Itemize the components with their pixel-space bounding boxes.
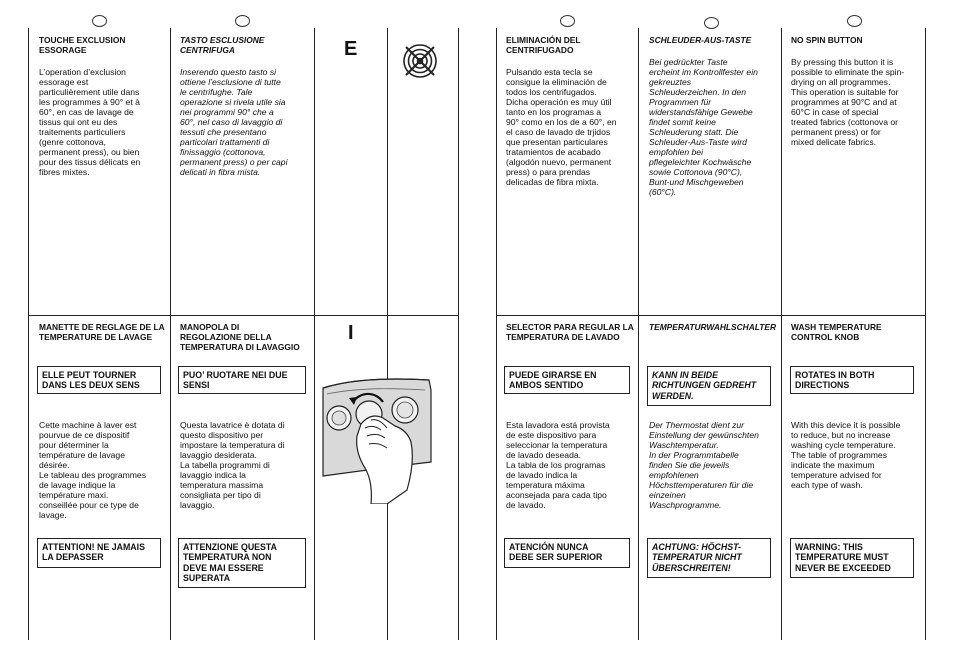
divider xyxy=(496,28,497,640)
en-no-spin-section xyxy=(791,35,921,147)
section-body: Esta lavadora está provista de este dispositivo para seleccionar la temperatura de lavado deseada. La tabla de los programas de lavado indica la temperatura máxima aconsejada para cada tipo de lavado. xyxy=(506,420,610,510)
es-temp-section xyxy=(506,322,636,342)
warning-box: ACHTUNG: HÖCHST- TEMPERATUR NICHT ÜBERSCHREITEN! xyxy=(647,538,771,578)
language-marker xyxy=(847,15,862,27)
section-heading: TEMPERATURWAHLSCHALTER xyxy=(649,322,777,332)
crossed-spiral-icon xyxy=(402,43,438,79)
es-no-spin-section xyxy=(506,35,634,187)
de-temp-section xyxy=(649,322,779,332)
divider xyxy=(170,28,171,640)
section-heading: TOUCHE EXCLUSION ESSORAGE xyxy=(39,35,126,55)
language-marker xyxy=(92,15,107,27)
divider xyxy=(925,28,926,640)
info-box: ELLE PEUT TOURNER DANS LES DEUX SENS xyxy=(37,366,161,394)
section-heading: TASTO ESCLUSIONE CENTRIFUGA xyxy=(180,35,265,55)
fr-no-spin-section xyxy=(39,35,167,177)
divider xyxy=(28,28,29,640)
language-marker xyxy=(704,17,719,29)
it-temp-section xyxy=(180,322,310,352)
section-heading: SCHLEUDER-AUS-TASTE xyxy=(649,35,752,45)
hand-turning-knob-illustration xyxy=(321,372,433,504)
section-body: By pressing this button it is possible to eliminate the spin- drying on all programmes. This operation is suitable for programmes at 90°C and at 60°C in case of special treated fabrics (cottonova or permanent press) or for mixed delicate fabrics. xyxy=(791,57,905,147)
language-marker xyxy=(235,15,250,27)
info-box: PUEDE GIRARSE EN AMBOS SENTIDO xyxy=(504,366,630,394)
de-no-spin-section xyxy=(649,35,779,197)
it-no-spin-section xyxy=(180,35,310,177)
section-heading: SELECTOR PARA REGULAR LA TEMPERATURA DE LAVADO xyxy=(506,322,634,342)
row-divider xyxy=(496,315,926,316)
section-body: Questa lavatrice è dotata di questo dispositivo per impostare la temperatura di lavaggio desiderata. La tabella programmi di lavaggio indica la temperatura massima consigliata per tipo di lavaggio. xyxy=(180,420,285,510)
section-letter-i: I xyxy=(348,322,354,344)
section-body: Der Thermostat dient zur Einstellung der gewünschten Waschtemperatur. In der Programmtabelle finden Sie die jeweils empfohlenen Höchsttemperaturen für die einzeinen Waschprogramme. xyxy=(649,420,759,510)
divider xyxy=(387,28,388,640)
row-divider xyxy=(28,315,458,316)
section-heading: ELIMINACIÓN DEL CENTRIFUGADO xyxy=(506,35,581,55)
section-body: Cette machine à laver est pourvue de ce dispositif pour déterminer la température de lavage désirée. Le tableau des programmes de lavage indique la température maxi. conseillée pour ce type de lavage. xyxy=(39,420,147,520)
section-heading: MANOPOLA DI REGOLAZIONE DELLA TEMPERATURA DI LAVAGGIO xyxy=(180,322,300,352)
warning-box: ATTENZIONE QUESTA TEMPERATURA NON DEVE MAI ESSERE SUPERATA xyxy=(178,538,306,588)
divider xyxy=(458,28,459,640)
section-heading: WASH TEMPERATURE CONTROL KNOB xyxy=(791,322,882,342)
section-body: Inserendo questo tasto si ottiene l’esclusione di tutte le centrifughe. Tale operazione si rivela utile sia nei programmi 90° che a 60°, nel caso di lavaggio di tessuti che presentano particolari trattamenti di finissaggio (cottonova, permanent press) o per capi delicati in fibra mista. xyxy=(180,67,288,177)
section-heading: MANETTE DE REGLAGE DE LA TEMPERATURE DE LAVAGE xyxy=(39,322,165,342)
info-box: ROTATES IN BOTH DIRECTIONS xyxy=(790,366,914,394)
section-letter-e: E xyxy=(344,38,358,60)
divider xyxy=(781,28,782,640)
divider xyxy=(638,28,639,640)
en-temp-section xyxy=(791,322,921,342)
language-marker xyxy=(560,15,575,27)
section-body: With this device it is possible to reduce, but no increase washing cycle temperature. The table of programmes indicate the maximum temperature advised for each type of wash. xyxy=(791,420,901,490)
warning-box: WARNING: THIS TEMPERATURE MUST NEVER BE EXCEEDED xyxy=(790,538,914,578)
divider xyxy=(314,28,315,640)
fr-temp-section xyxy=(39,322,167,342)
section-heading: NO SPIN BUTTON xyxy=(791,35,863,45)
info-box: KANN IN BEIDE RICHTUNGEN GEDREHT WERDEN. xyxy=(647,366,771,406)
warning-box: ATENCIÓN NUNCA DEBE SER SUPERIOR xyxy=(504,538,630,568)
warning-box: ATTENTION! NE JAMAIS LA DEPASSER xyxy=(37,538,161,568)
section-body: Pulsando esta tecla se consigue la eliminación de todos los centrifugados. Dicha operación es muy útil tanto en los programas a 90° como en los de a 60°, en el caso de lavado de trjidos que presentan particulares tratamientos de acabado (algodón nuevo, permanent press) o para prendas delicadas de fibra mixta. xyxy=(506,67,617,187)
section-body: L’operation d’exclusion essorage est particulièrement utile dans les programmes à 90° et à 60°, en cas de lavage de tissus qui ont eu des traitements particuliers (genre cottonova, permanent press), ou bien pour des tissus délicats en fibres mixtes. xyxy=(39,67,141,177)
info-box: PUO’ RUOTARE NEI DUE SENSI xyxy=(178,366,306,394)
section-body: Bei gedrückter Taste ercheint im Kontrollfester ein gekreuztes Schleuderzeichen. In den Programmen für widerstandsfähige Gewebe findet somit keine Schleuderung statt. Die Schleuder-Aus-Taste wird empfohlen bei pflegeleichter Kochwäsche sowie Cottonova (90°C), Bunt-und Mischgeweben (60°C). xyxy=(649,57,758,197)
